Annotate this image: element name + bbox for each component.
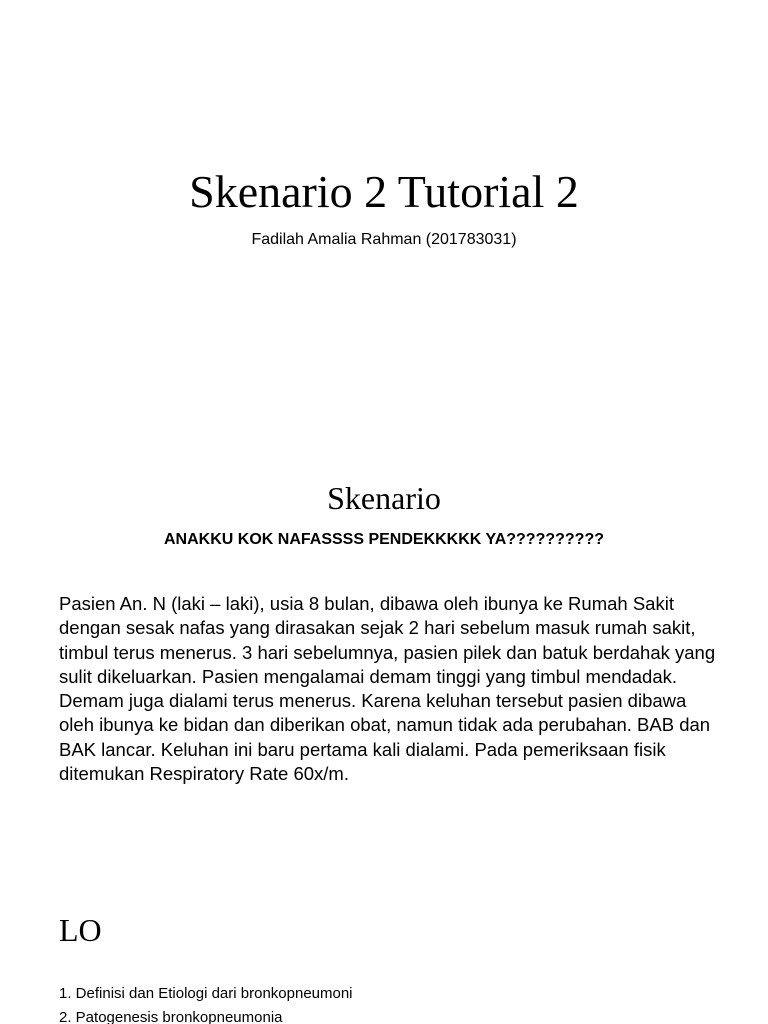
lo-list — [59, 982, 739, 1024]
slide-scenario — [0, 420, 768, 860]
lo-title: LO — [59, 912, 102, 948]
slide-learning-objectives — [0, 860, 768, 1024]
scenario-title: Skenario — [327, 480, 441, 516]
scenario-headline: ANAKKU KOK NAFASSSS PENDEKKKKK YA?????????? — [163, 531, 604, 548]
slide-title — [0, 0, 768, 420]
list-item: 2. Patogenesis bronkopneumonia — [59, 1009, 283, 1024]
list-item: 1. Definisi dan Etiologi dari bronkopneumoni — [59, 985, 353, 1002]
scenario-body: Pasien An. N (laki – laki), usia 8 bulan, dibawa oleh ibunya ke Rumah Sakit dengan sesak nafas yang dirasakan sejak 2 hari sebelum masuk rumah sakit, timbul terus menerus. 3 hari sebelumnya, pasien pilek dan batuk berdahak yang sulit dikeluarkan. Pasien mengalamai demam tinggi yang timbul mendadak. Demam juga dialami terus menerus. Karena keluhan tersebut pasien dibawa oleh ibunya ke bidan dan diberikan obat, namun tidak ada perubahan. BAB dan BAK lancar. Keluhan ini baru pertama kali dialami. Pada pemeriksaan fisik ditemukan Respiratory Rate 60x/m. — [59, 593, 716, 785]
presentation-title: Skenario 2 Tutorial 2 — [189, 166, 579, 217]
author-subtitle: Fadilah Amalia Rahman (201783031) — [251, 231, 517, 248]
